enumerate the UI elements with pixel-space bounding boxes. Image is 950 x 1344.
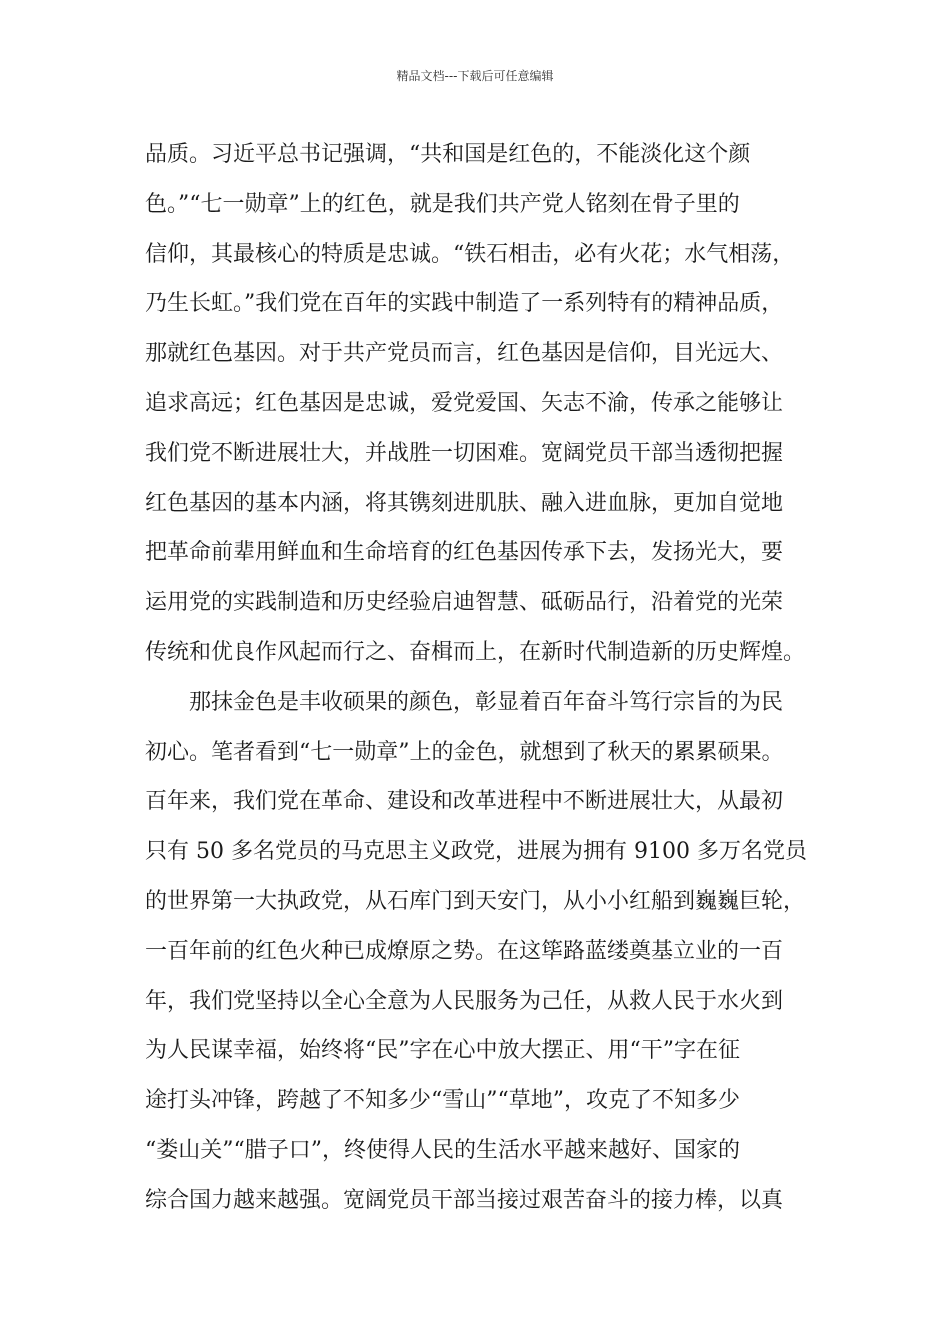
text-line: 途打头冲锋，跨越了不知多少“雪山”“草地”，攻克了不知多少 (145, 1088, 740, 1114)
paragraph-start-line: 那抹金色是丰收硕果的颜色，彰显着百年奋斗笃行宗旨的为民 (189, 689, 784, 715)
text-line: 品质。习近平总书记强调，“共和国是红色的，不能淡化这个颜 (145, 142, 751, 167)
text-line: 乃生长虹。”我们党在百年的实践中制造了一系列特有的精神品质， (145, 291, 784, 317)
text-line: 百年来，我们党在革命、建设和改革进程中不断进展壮大，从最初 (145, 789, 784, 815)
text-line: 年，我们党坚持以全心全意为人民服务为己任，从救人民于水火到 (145, 988, 784, 1014)
text-line: 为人民谋幸福，始终将“民”字在心中放大摆正、用“干”字在征 (145, 1038, 740, 1064)
text-line: 综合国力越来越强。宽阔党员干部当接过艰苦奋斗的接力棒，以真 (145, 1187, 784, 1213)
text-line: 只有 50 多名党员的马克思主义政党，进展为拥有 9100 多万名党员 (145, 839, 807, 865)
text-line: “娄山关”“腊子口”，终使得人民的生活水平越来越好、国家的 (145, 1137, 740, 1163)
text-line: 那就红色基因。对于共产党员而言，红色基因是信仰，目光远大、 (145, 341, 784, 367)
text-line: 信仰，其最核心的特质是忠诚。“铁石相击，必有火花；水气相荡， (145, 241, 795, 267)
document-body (145, 130, 810, 1226)
text-line: 一百年前的红色火种已成燎原之势。在这筚路蓝缕奠基立业的一百 (145, 938, 784, 964)
text-line: 运用党的实践制造和历史经验启迪智慧、砥砺品行，沿着党的光荣 (145, 590, 784, 616)
text-line: 红色基因的基本内涵，将其镌刻进肌肤、融入进血脉，更加自觉地 (145, 490, 784, 516)
text-line: 追求高远；红色基因是忠诚，爱党爱国、矢志不渝，传承之能够让 (145, 390, 784, 416)
page-header: 精品文档---下载后可任意编辑 (396, 69, 554, 83)
text-line: 我们党不断进展壮大，并战胜一切困难。宽阔党员干部当透彻把握 (145, 440, 784, 466)
text-line: 的世界第一大执政党，从石库门到天安门，从小小红船到巍巍巨轮， (145, 888, 806, 914)
text-line: 初心。笔者看到“七一勋章”上的金色，就想到了秋天的累累硕果。 (145, 739, 784, 765)
text-line: 色。”“七一勋章”上的红色，就是我们共产党人铭刻在骨子里的 (145, 191, 740, 217)
text-line: 把革命前辈用鲜血和生命培育的红色基因传承下去，发扬光大，要 (145, 540, 784, 566)
text-line: 传统和优良作风起而行之、奋楫而上，在新时代制造新的历史辉煌。 (145, 639, 806, 665)
